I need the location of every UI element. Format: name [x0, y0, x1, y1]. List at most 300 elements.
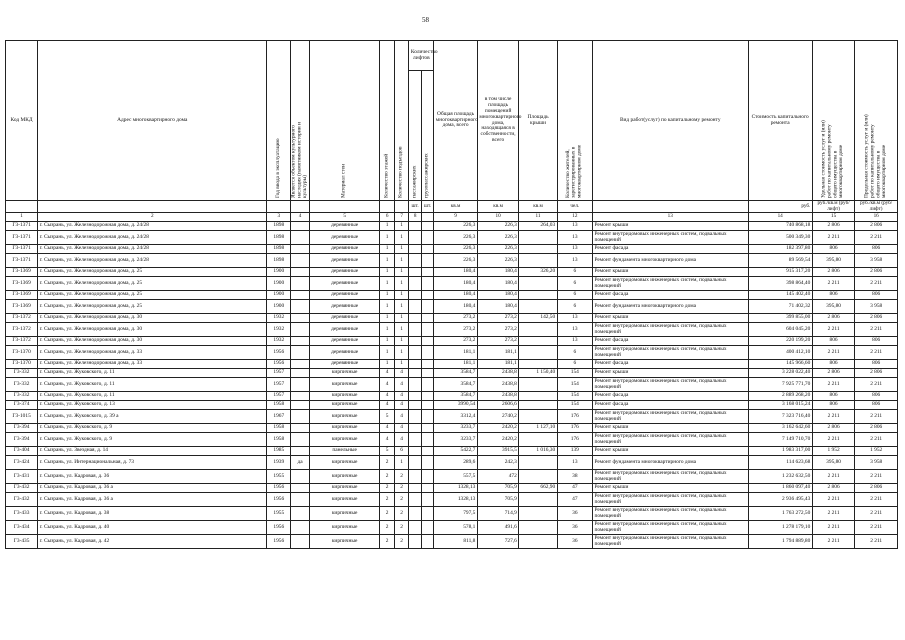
- cell-max-cost: 2 806: [855, 268, 898, 277]
- cell-lifts-cargo: [421, 424, 433, 433]
- cell-owned-area: 472: [477, 470, 518, 484]
- cell-code: Г3-1372: [6, 323, 38, 337]
- cell-floors: 1: [380, 268, 395, 277]
- cell-year: 1900: [267, 291, 291, 300]
- cell-roof-area: [519, 378, 557, 392]
- cell-address: г. Сызрань, ул. Жуковского, д. 9: [38, 424, 267, 433]
- cell-material: кирпичные: [309, 424, 380, 433]
- cell-heritage: [291, 447, 310, 456]
- cell-entrances: 2: [394, 493, 409, 507]
- cell-heritage: [291, 401, 310, 410]
- cell-year: 1932: [267, 323, 291, 337]
- cell-unit-cost: 1 952: [812, 447, 855, 456]
- cell-max-cost: 2 211: [855, 378, 898, 392]
- cell-code: Г3-1369: [6, 268, 38, 277]
- table-row: [6, 507, 898, 521]
- cell-work-type: Ремонт фасада: [592, 392, 748, 401]
- cell-floors: 2: [380, 484, 395, 493]
- cell-max-cost: 1 952: [855, 447, 898, 456]
- cell-owned-area: 2438,8: [477, 369, 518, 378]
- table-row: [6, 484, 898, 493]
- cell-work-type: Ремонт фундамента многоквартирного дома: [592, 456, 748, 470]
- cell-entrances: 2: [394, 507, 409, 521]
- cell-roof-area: [519, 456, 557, 470]
- cell-cost: 1 763 272,50: [748, 507, 812, 521]
- cell-unit-cost: 395,80: [812, 456, 855, 470]
- cell-max-cost: 806: [855, 360, 898, 369]
- cell-cost: 604 045,20: [748, 323, 812, 337]
- cell-heritage: [291, 535, 310, 549]
- cell-year: 1956: [267, 493, 291, 507]
- cell-heritage: [291, 392, 310, 401]
- cell-year: 1932: [267, 337, 291, 346]
- column-number: 5: [309, 213, 380, 222]
- cell-year: 1958: [267, 424, 291, 433]
- table-row: [6, 291, 898, 300]
- cell-code: Г3-1371: [6, 231, 38, 245]
- unit-lifts-cargo: шт.: [421, 201, 433, 213]
- cell-work-type: Ремонт внутридомовых инженерных систем, подвальных помещений: [592, 433, 748, 447]
- cell-lifts-passenger: [409, 222, 421, 231]
- cell-roof-area: [519, 277, 557, 291]
- cell-cost: 500 349,30: [748, 231, 812, 245]
- cell-heritage: [291, 493, 310, 507]
- column-number: 2: [38, 213, 267, 222]
- cell-cost: 3 228 022,40: [748, 369, 812, 378]
- table-row: [6, 424, 898, 433]
- cell-code: Г3-1372: [6, 314, 38, 323]
- cell-work-type: Ремонт внутридомовых инженерных систем, подвальных помещений: [592, 231, 748, 245]
- cell-total-area: 273,2: [434, 337, 478, 346]
- unit-max-cost: руб./кв.м (руб/лифт): [855, 201, 898, 213]
- cell-entrances: 1: [394, 314, 409, 323]
- cell-lifts-cargo: [421, 231, 433, 245]
- header-year: Год ввода в эксплуатацию: [267, 41, 291, 201]
- column-number: 10: [477, 213, 518, 222]
- cell-max-cost: 2 211: [855, 346, 898, 360]
- cell-floors: 1: [380, 337, 395, 346]
- cell-heritage: [291, 369, 310, 378]
- cell-owned-area: 2420,2: [477, 433, 518, 447]
- units-row: [6, 201, 898, 213]
- cell-total-area: 180,4: [434, 291, 478, 300]
- cell-owned-area: 273,2: [477, 323, 518, 337]
- cell-unit-cost: 806: [812, 291, 855, 300]
- cell-total-area: 180,4: [434, 300, 478, 314]
- cell-material: деревянные: [309, 291, 380, 300]
- cell-lifts-passenger: [409, 456, 421, 470]
- cell-floors: 5: [380, 410, 395, 424]
- cell-lifts-passenger: [409, 535, 421, 549]
- column-number: 13: [592, 213, 748, 222]
- cell-lifts-cargo: [421, 447, 433, 456]
- cell-lifts-cargo: [421, 277, 433, 291]
- cell-lifts-cargo: [421, 456, 433, 470]
- cell-owned-area: 2740,2: [477, 410, 518, 424]
- cell-lifts-passenger: [409, 369, 421, 378]
- cell-unit-cost: 2 806: [812, 222, 855, 231]
- unit-lifts-passenger: шт.: [409, 201, 421, 213]
- cell-lifts-passenger: [409, 401, 421, 410]
- cell-lifts-cargo: [421, 337, 433, 346]
- cell-residents: 38: [557, 470, 592, 484]
- cell-cost: 89 569,54: [748, 254, 812, 268]
- cell-residents: 6: [557, 277, 592, 291]
- table-body: [6, 222, 898, 549]
- cell-cost: 7 323 716,40: [748, 410, 812, 424]
- table-row: [6, 300, 898, 314]
- cell-year: 1956: [267, 484, 291, 493]
- column-number: 6: [380, 213, 395, 222]
- cell-residents: 6: [557, 268, 592, 277]
- unit-owned-area: кв.м: [477, 201, 518, 213]
- cell-max-cost: 3 958: [855, 300, 898, 314]
- cell-roof-area: [519, 254, 557, 268]
- cell-roof-area: 326,20: [519, 268, 557, 277]
- column-number: 14: [748, 213, 812, 222]
- cell-work-type: Ремонт внутридомовых инженерных систем, подвальных помещений: [592, 521, 748, 535]
- cell-address: г. Сызрань, ул. Железнодорожная дома, д. 30: [38, 314, 267, 323]
- cell-residents: 36: [557, 535, 592, 549]
- cell-address: г. Сызрань, ул. Кадровая, д. 40: [38, 521, 267, 535]
- cell-work-type: Ремонт внутридомовых инженерных систем, подвальных помещений: [592, 507, 748, 521]
- cell-unit-cost: 2 806: [812, 314, 855, 323]
- cell-work-type: Ремонт фундамента многоквартирного дома: [592, 300, 748, 314]
- cell-unit-cost: 2 211: [812, 470, 855, 484]
- cell-lifts-passenger: [409, 231, 421, 245]
- table-row: [6, 231, 898, 245]
- cell-lifts-cargo: [421, 360, 433, 369]
- cell-unit-cost: 2 211: [812, 433, 855, 447]
- header-code: Код МКД: [6, 41, 38, 201]
- cell-work-type: Ремонт фасада: [592, 291, 748, 300]
- cell-max-cost: 2 211: [855, 231, 898, 245]
- table-row: [6, 245, 898, 254]
- cell-floors: 1: [380, 300, 395, 314]
- cell-residents: 176: [557, 433, 592, 447]
- cell-year: 1967: [267, 410, 291, 424]
- cell-code: Г3-1371: [6, 254, 38, 268]
- cell-residents: 13: [557, 231, 592, 245]
- column-number: 11: [519, 213, 557, 222]
- cell-owned-area: 491,6: [477, 521, 518, 535]
- column-number: 8: [409, 213, 421, 222]
- cell-residents: 176: [557, 424, 592, 433]
- cell-lifts-cargo: [421, 323, 433, 337]
- table-row: [6, 521, 898, 535]
- cell-total-area: 226,3: [434, 245, 478, 254]
- cell-cost: 740 868,18: [748, 222, 812, 231]
- cell-floors: 4: [380, 369, 395, 378]
- cell-heritage: [291, 410, 310, 424]
- cell-total-area: 1328,13: [434, 493, 478, 507]
- column-number: 12: [557, 213, 592, 222]
- cell-heritage: [291, 433, 310, 447]
- cell-owned-area: 273,2: [477, 337, 518, 346]
- cell-entrances: 4: [394, 369, 409, 378]
- cell-code: Г3-1369: [6, 291, 38, 300]
- header-address: Адрес многоквартирного дома: [38, 41, 267, 201]
- cell-unit-cost: 2 806: [812, 369, 855, 378]
- cell-owned-area: 226,3: [477, 254, 518, 268]
- cell-material: кирпичные: [309, 521, 380, 535]
- cell-heritage: [291, 360, 310, 369]
- cell-cost: 3 162 642,60: [748, 424, 812, 433]
- cell-code: Г3-1372: [6, 337, 38, 346]
- cell-cost: 7 149 710,70: [748, 433, 812, 447]
- cell-total-area: 180,4: [434, 277, 478, 291]
- cell-work-type: Ремонт крыши: [592, 314, 748, 323]
- unit-roof-area: кв.м: [519, 201, 557, 213]
- cell-material: деревянные: [309, 277, 380, 291]
- cell-lifts-cargo: [421, 378, 433, 392]
- cell-unit-cost: 2 211: [812, 410, 855, 424]
- cell-work-type: Ремонт крыши: [592, 222, 748, 231]
- cell-total-area: 3584,7: [434, 369, 478, 378]
- cell-year: 1900: [267, 300, 291, 314]
- cell-address: г. Сызрань, ул. Железнодорожная дома, д. 25: [38, 268, 267, 277]
- cell-work-type: Ремонт фасада: [592, 401, 748, 410]
- cell-total-area: 5422,7: [434, 447, 478, 456]
- cell-entrances: 1: [394, 277, 409, 291]
- cell-unit-cost: 806: [812, 337, 855, 346]
- cell-lifts-cargo: [421, 392, 433, 401]
- cell-lifts-cargo: [421, 401, 433, 410]
- cell-year: 1955: [267, 470, 291, 484]
- cell-owned-area: 226,3: [477, 245, 518, 254]
- cell-floors: 1: [380, 254, 395, 268]
- table-row: [6, 222, 898, 231]
- cell-address: г. Сызрань, ул. Железнодорожная дома, д. 33: [38, 360, 267, 369]
- cell-entrances: 4: [394, 433, 409, 447]
- cell-address: г. Сызрань, ул. Кадровая, д. 38: [38, 507, 267, 521]
- cell-work-type: Ремонт крыши: [592, 447, 748, 456]
- cell-year: 1956: [267, 346, 291, 360]
- cell-unit-cost: 806: [812, 245, 855, 254]
- cell-year: 1955: [267, 507, 291, 521]
- cell-total-area: 273,2: [434, 323, 478, 337]
- cell-lifts-cargo: [421, 521, 433, 535]
- cell-roof-area: [519, 392, 557, 401]
- cell-heritage: [291, 231, 310, 245]
- cell-year: 1958: [267, 401, 291, 410]
- cell-cost: 399 855,00: [748, 314, 812, 323]
- cell-residents: 36: [557, 507, 592, 521]
- cell-lifts-passenger: [409, 323, 421, 337]
- cell-floors: 4: [380, 378, 395, 392]
- cell-entrances: 1: [394, 300, 409, 314]
- cell-residents: 154: [557, 401, 592, 410]
- cell-lifts-passenger: [409, 424, 421, 433]
- cell-heritage: [291, 484, 310, 493]
- cell-cost: 1 860 097,40: [748, 484, 812, 493]
- cell-max-cost: 2 806: [855, 424, 898, 433]
- cell-lifts-cargo: [421, 433, 433, 447]
- cell-roof-area: [519, 291, 557, 300]
- cell-work-type: Ремонт фундамента многоквартирного дома: [592, 254, 748, 268]
- cell-residents: 47: [557, 493, 592, 507]
- cell-unit-cost: 806: [812, 392, 855, 401]
- header-lifts-passenger: пассажирских: [409, 71, 421, 201]
- unit-total-area: кв.м: [434, 201, 478, 213]
- cell-material: деревянные: [309, 300, 380, 314]
- cell-total-area: 1328,13: [434, 484, 478, 493]
- cell-lifts-cargo: [421, 222, 433, 231]
- cell-year: 1900: [267, 277, 291, 291]
- cell-heritage: [291, 291, 310, 300]
- table-header: [6, 41, 898, 222]
- cell-residents: 6: [557, 300, 592, 314]
- cell-heritage: да: [291, 456, 310, 470]
- header-cost: Стоимость капитального ремонта: [748, 41, 812, 201]
- cell-floors: 1: [380, 346, 395, 360]
- cell-code: Г3-424: [6, 456, 38, 470]
- cell-owned-area: 242,3: [477, 456, 518, 470]
- cell-owned-area: 2438,8: [477, 392, 518, 401]
- cell-total-area: 811,8: [434, 535, 478, 549]
- cell-total-area: 3584,7: [434, 392, 478, 401]
- cell-residents: 13: [557, 323, 592, 337]
- cell-code: Г3-432: [6, 493, 38, 507]
- cell-floors: 4: [380, 392, 395, 401]
- cell-entrances: 1: [394, 323, 409, 337]
- column-number: 1: [6, 213, 38, 222]
- cell-address: г. Сызрань, ул. Железнодорожная дома, д. 24/28: [38, 222, 267, 231]
- cell-material: кирпичные: [309, 456, 380, 470]
- header-entrances: Количество подъездов: [394, 41, 409, 201]
- cell-roof-area: [519, 410, 557, 424]
- cell-owned-area: 181,1: [477, 346, 518, 360]
- cell-floors: 2: [380, 493, 395, 507]
- cell-lifts-passenger: [409, 337, 421, 346]
- cell-code: Г3-435: [6, 535, 38, 549]
- cell-work-type: Ремонт фасада: [592, 245, 748, 254]
- column-number: 4: [291, 213, 310, 222]
- cell-max-cost: 2 211: [855, 493, 898, 507]
- cell-code: Г3-394: [6, 424, 38, 433]
- cell-material: кирпичные: [309, 410, 380, 424]
- header-residents: Количество жителей, зарегистрированных в многоквартирном доме: [557, 41, 592, 201]
- cell-entrances: 1: [394, 360, 409, 369]
- cell-unit-cost: 806: [812, 360, 855, 369]
- cell-roof-area: [519, 521, 557, 535]
- cell-floors: 1: [380, 314, 395, 323]
- cell-entrances: 4: [394, 378, 409, 392]
- column-number: 15: [812, 213, 855, 222]
- cell-roof-area: 662,90: [519, 484, 557, 493]
- cell-lifts-passenger: [409, 277, 421, 291]
- cell-entrances: 4: [394, 424, 409, 433]
- cell-owned-area: 3915,5: [477, 447, 518, 456]
- cell-entrances: 2: [394, 484, 409, 493]
- cell-year: 1900: [267, 268, 291, 277]
- cell-work-type: Ремонт внутридомовых инженерных систем, подвальных помещений: [592, 277, 748, 291]
- cell-material: деревянные: [309, 222, 380, 231]
- cell-entrances: 1: [394, 245, 409, 254]
- cell-heritage: [291, 268, 310, 277]
- cell-material: кирпичные: [309, 369, 380, 378]
- cell-roof-area: [519, 231, 557, 245]
- cell-year: 1957: [267, 369, 291, 378]
- cell-material: деревянные: [309, 323, 380, 337]
- cell-cost: 915 317,20: [748, 268, 812, 277]
- cell-code: Г3-332: [6, 378, 38, 392]
- cell-heritage: [291, 521, 310, 535]
- cell-total-area: 273,2: [434, 314, 478, 323]
- cell-cost: 114 623,68: [748, 456, 812, 470]
- cell-heritage: [291, 245, 310, 254]
- cell-heritage: [291, 222, 310, 231]
- cell-floors: 1: [380, 231, 395, 245]
- cell-year: 1956: [267, 521, 291, 535]
- cell-material: деревянные: [309, 314, 380, 323]
- cell-heritage: [291, 507, 310, 521]
- unit-unit-cost: руб./кв.м (руб/лифт): [812, 201, 855, 213]
- cell-roof-area: [519, 470, 557, 484]
- cell-owned-area: 180,4: [477, 277, 518, 291]
- cell-lifts-cargo: [421, 245, 433, 254]
- cell-heritage: [291, 346, 310, 360]
- cell-lifts-passenger: [409, 521, 421, 535]
- cell-owned-area: 705,9: [477, 493, 518, 507]
- cell-floors: 2: [380, 456, 395, 470]
- cell-cost: 2 936 495,43: [748, 493, 812, 507]
- header-work-type: Вид работ(услуг) по капитальному ремонту: [592, 41, 748, 201]
- cell-heritage: [291, 470, 310, 484]
- cell-roof-area: [519, 346, 557, 360]
- cell-total-area: 797,5: [434, 507, 478, 521]
- cell-material: кирпичные: [309, 507, 380, 521]
- cell-cost: 3 168 015,24: [748, 401, 812, 410]
- cell-residents: 47: [557, 484, 592, 493]
- cell-unit-cost: 2 211: [812, 231, 855, 245]
- header-total-area: Общая площадь многоквартирного дома, всего: [434, 41, 478, 201]
- cell-year: 1939: [267, 456, 291, 470]
- cell-cost: 400 412,10: [748, 346, 812, 360]
- cell-unit-cost: 806: [812, 401, 855, 410]
- cell-unit-cost: 2 211: [812, 346, 855, 360]
- cell-max-cost: 2 211: [855, 521, 898, 535]
- cell-heritage: [291, 337, 310, 346]
- unit-cost: руб.: [748, 201, 812, 213]
- cell-code: Г3-431: [6, 470, 38, 484]
- cell-max-cost: 2 211: [855, 277, 898, 291]
- cell-entrances: 1: [394, 291, 409, 300]
- cell-work-type: Ремонт внутридомовых инженерных систем, подвальных помещений: [592, 410, 748, 424]
- cell-max-cost: 2 211: [855, 535, 898, 549]
- cell-work-type: Ремонт фасада: [592, 360, 748, 369]
- cell-entrances: 2: [394, 535, 409, 549]
- table-row: [6, 456, 898, 470]
- cell-lifts-passenger: [409, 433, 421, 447]
- column-number: 16: [855, 213, 898, 222]
- table-row: [6, 447, 898, 456]
- cell-entrances: 6: [394, 447, 409, 456]
- cell-max-cost: 2 211: [855, 433, 898, 447]
- cell-material: кирпичные: [309, 470, 380, 484]
- cell-floors: 1: [380, 291, 395, 300]
- cell-lifts-cargo: [421, 484, 433, 493]
- cell-owned-area: 2420,2: [477, 424, 518, 433]
- cell-unit-cost: 2 211: [812, 493, 855, 507]
- cell-max-cost: 806: [855, 245, 898, 254]
- cell-entrances: 1: [394, 346, 409, 360]
- cell-floors: 1: [380, 222, 395, 231]
- cell-year: 1957: [267, 378, 291, 392]
- cell-entrances: 4: [394, 392, 409, 401]
- cell-code: Г3-394: [6, 433, 38, 447]
- cell-roof-area: [519, 300, 557, 314]
